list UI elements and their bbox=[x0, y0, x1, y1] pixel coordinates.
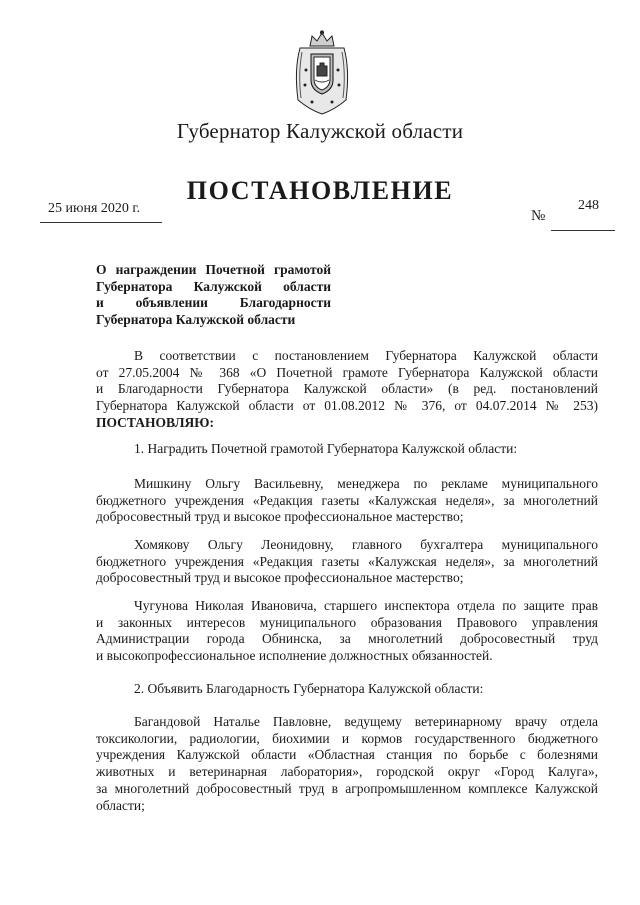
text-line: токсикологии, радиологии, биохимии и кормов государственного бюджетного bbox=[96, 730, 598, 746]
award-entry bbox=[96, 476, 598, 526]
text-line: от 27.05.2004 № 368 «О Почетной грамоте Губернатора Калужской области bbox=[96, 364, 598, 380]
number-underline bbox=[551, 230, 615, 231]
text-line: Мишкину Ольгу Васильевну, менеджера по рекламе муниципального bbox=[134, 476, 598, 491]
text-line: Чугунова Николая Ивановича, старшего инспектора отдела по защите прав bbox=[134, 598, 598, 613]
text-line: В соответствии с постановлением Губернатора Калужской области bbox=[134, 348, 598, 363]
date-underline bbox=[40, 222, 162, 223]
text-line: добросовестный труд и высокое профессиональное мастерство; bbox=[96, 570, 464, 586]
item1-heading bbox=[96, 441, 598, 458]
text-line: Хомякову Ольгу Леонидовну, главного бухгалтера муниципального bbox=[134, 537, 598, 552]
text-line: бюджетного учреждения «Редакция газеты «Калужская неделя», за многолетний bbox=[96, 553, 598, 569]
gratitude-entry bbox=[96, 714, 598, 814]
number-label: № bbox=[531, 208, 546, 224]
resolve-word: ПОСТАНОВЛЯЮ: bbox=[96, 414, 214, 430]
text-line: Губернатора Калужской области от 01.08.2012 № 376, от 04.07.2014 № 253) bbox=[96, 398, 598, 414]
subject-line: и объявлении Благодарности bbox=[96, 295, 331, 310]
text-line: и законных интересов муниципального образования Правового управления bbox=[96, 614, 598, 630]
subject-line: О награждении Почетной грамотой bbox=[96, 262, 331, 277]
text-line: и высокопрофессиональное исполнение должностных обязанностей. bbox=[96, 648, 493, 664]
text-line: области; bbox=[96, 797, 145, 813]
text-line: за многолетний добросовестный труд в агропромышленном комплексе Калужской bbox=[96, 780, 598, 796]
document-number: 248 bbox=[578, 198, 599, 213]
document-date: 25 июня 2020 г. bbox=[48, 201, 141, 216]
subject-line: Губернатора Калужской области bbox=[96, 278, 331, 294]
item2-heading bbox=[96, 681, 598, 698]
issuer-title: Губернатор Калужской области bbox=[176, 119, 464, 143]
text-line: животных и ветеринарная лаборатория», городской округ «Город Калуга», bbox=[96, 764, 598, 780]
text-line: Администрации города Обнинска, за многолетний добросовестный труд bbox=[96, 631, 598, 647]
text-line: 2. Объявить Благодарность Губернатора Калужской области: bbox=[134, 681, 484, 696]
text-line: и Благодарности Губернатора Калужской области» (в ред. постановлений bbox=[96, 381, 598, 397]
document-type-heading: ПОСТАНОВЛЕНИЕ bbox=[186, 176, 454, 205]
award-entry bbox=[96, 598, 598, 665]
subject-line: Губернатора Калужской области bbox=[96, 311, 296, 327]
text-line: бюджетного учреждения «Редакция газеты «Калужская неделя», за многолетний bbox=[96, 492, 598, 508]
coat-of-arms-emblem bbox=[292, 30, 352, 116]
text-line: Багандовой Натальe Павловне, ведущему ветеринарному врачу отдела bbox=[134, 714, 598, 729]
award-entry bbox=[96, 537, 598, 587]
subject-block bbox=[96, 262, 331, 328]
text-line: 1. Наградить Почетной грамотой Губернатора Калужской области: bbox=[134, 441, 518, 456]
text-line: учреждения Калужской области «Областная станция по борьбе с болезнями bbox=[96, 747, 598, 763]
text-line: добросовестный труд и высокое профессиональное мастерство; bbox=[96, 509, 464, 525]
preamble-paragraph bbox=[96, 348, 598, 432]
